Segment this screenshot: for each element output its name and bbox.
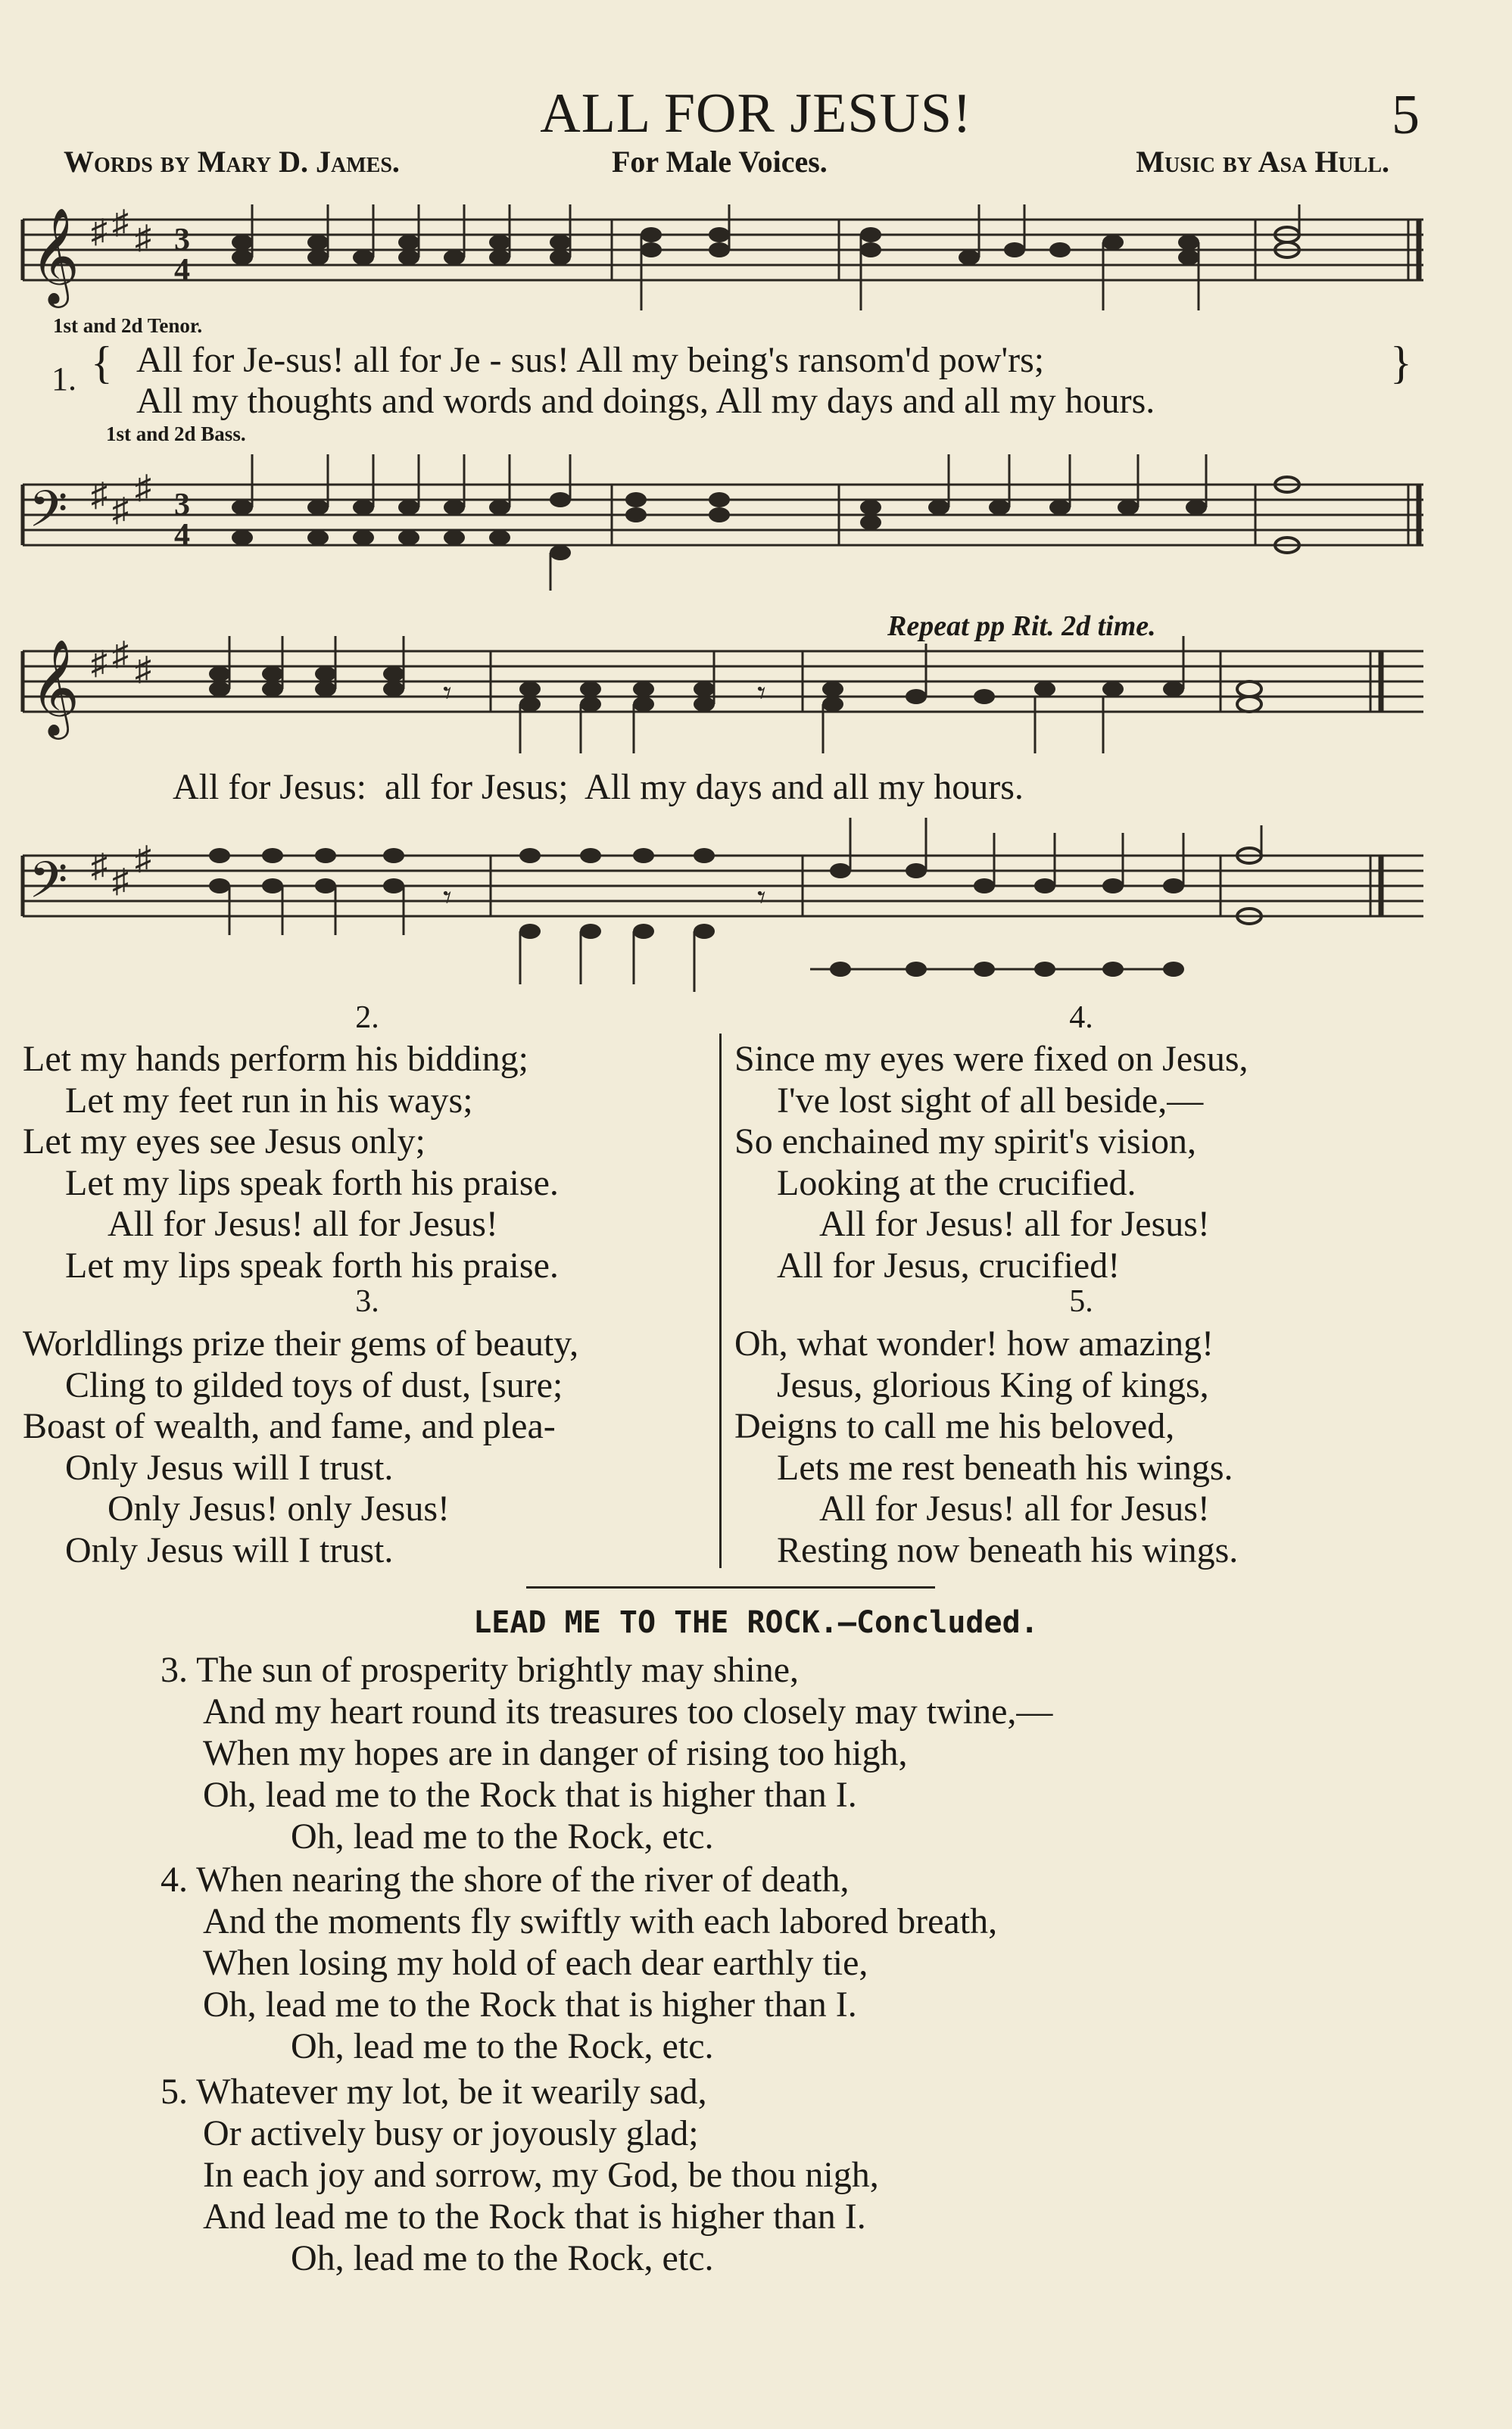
stanza-line: Only Jesus will I trust. [65, 1447, 394, 1488]
right-brace: } [1390, 338, 1412, 388]
stanza-line: Boast of wealth, and fame, and plea- [23, 1406, 556, 1446]
left-brace: { [91, 338, 113, 388]
stanza-line: Let my lips speak forth his praise. [65, 1245, 559, 1286]
stanza-5 [734, 1324, 1238, 1571]
lead-line: 4. When nearing the shore of the river of death, [161, 1860, 850, 1900]
stanza-line: Resting now beneath his wings. [777, 1529, 1239, 1570]
verse1-line1: All for Je-sus! all for Je - sus! All my being's ransom'd pow'rs; [136, 340, 1045, 380]
lead-me-heading: LEAD ME TO THE ROCK.—Concluded. [473, 1605, 1039, 1640]
svg-text:𝄢: 𝄢 [29, 854, 68, 921]
svg-text:♯: ♯ [112, 862, 129, 900]
stanza-4-number: 4. [1069, 1000, 1093, 1035]
svg-text:♯: ♯ [91, 847, 108, 884]
svg-text:𝄞: 𝄞 [30, 641, 80, 734]
lead-refrain: Oh, lead me to the Rock, etc. [291, 1816, 714, 1857]
stanza-line: All for Jesus! all for Jesus! [819, 1489, 1210, 1529]
lead-line: Oh, lead me to the Rock that is higher than I. [203, 1985, 857, 2025]
stanza-line: Lets me rest beneath his wings. [777, 1447, 1233, 1488]
svg-text:♯: ♯ [135, 840, 151, 877]
lead-line: When losing my hold of each dear earthly tie, [203, 1943, 868, 1983]
stanza-line: Jesus, glorious King of kings, [777, 1364, 1209, 1405]
stanza-3-number: 3. [355, 1284, 379, 1319]
stanza-5-number: 5. [1069, 1284, 1093, 1319]
page-number: 5 [1392, 84, 1420, 146]
lead-line: And my heart round its treasures too closely may twine,— [203, 1692, 1053, 1732]
svg-text:4: 4 [174, 253, 190, 288]
svg-text:𝄾: 𝄾 [443, 675, 452, 712]
stanza-line: Deigns to call me his beloved, [734, 1406, 1175, 1446]
words-credit: Words by Mary D. James. [64, 145, 400, 179]
stanza-line: All for Jesus, crucified! [777, 1245, 1121, 1286]
svg-text:𝄾: 𝄾 [757, 879, 766, 916]
verse-number: 1. [51, 360, 76, 398]
stanza-line: Let my lips speak forth his praise. [65, 1162, 559, 1203]
svg-text:♯: ♯ [91, 213, 108, 250]
lead-refrain: Oh, lead me to the Rock, etc. [291, 2238, 714, 2278]
tenor-staff-system-2 [0, 621, 1512, 772]
lead-line: 3. The sun of prosperity brightly may shine, [161, 1650, 799, 1690]
svg-text:♯: ♯ [135, 650, 151, 688]
lead-line: Or actively busy or joyously glad; [203, 2113, 699, 2153]
svg-text:3: 3 [174, 488, 190, 522]
stanza-line: Only Jesus will I trust. [65, 1529, 394, 1570]
page-title: ALL FOR JESUS! [540, 83, 972, 145]
lead-line: 5. Whatever my lot, be it wearily sad, [161, 2072, 707, 2112]
svg-text:♯: ♯ [112, 635, 129, 672]
svg-text:♯: ♯ [135, 469, 151, 506]
repeat-direction: Repeat pp Rit. 2d time. [887, 610, 1156, 642]
svg-text:𝄢: 𝄢 [29, 483, 68, 550]
stanza-line: Let my feet run in his ways; [65, 1080, 473, 1121]
tenor-staff-system-1 [0, 204, 1512, 318]
stanza-3 [23, 1324, 578, 1571]
lead-refrain: Oh, lead me to the Rock, etc. [291, 2026, 714, 2066]
svg-text:𝄞: 𝄞 [30, 207, 80, 304]
stanza-line: I've lost sight of all beside,— [777, 1080, 1204, 1121]
stanza-line: Let my hands perform his bidding; [23, 1039, 528, 1079]
stanza-line: All for Jesus! all for Jesus! [819, 1204, 1210, 1244]
svg-text:♯: ♯ [112, 204, 129, 241]
stanza-line: Looking at the crucified. [777, 1162, 1136, 1203]
stanza-2 [23, 1039, 559, 1286]
stanza-4 [734, 1039, 1249, 1286]
voices-note: For Male Voices. [612, 145, 828, 179]
svg-text:𝄾: 𝄾 [757, 675, 766, 712]
lead-line: And lead me to the Rock that is higher than I. [203, 2197, 866, 2237]
lead-line: In each joy and sorrow, my God, be thou nigh, [203, 2155, 879, 2195]
music-credit: Music by Asa Hull. [1136, 145, 1389, 179]
bass-label: 1st and 2d Bass. [106, 423, 246, 445]
svg-text:4: 4 [174, 518, 190, 553]
stanza-line: Worldlings prize their gems of beauty, [23, 1324, 579, 1364]
lead-line: And the moments fly swiftly with each labored breath, [203, 1901, 998, 1941]
stanza-line: Since my eyes were fixed on Jesus, [734, 1039, 1249, 1079]
stanza-line: Oh, what wonder! how amazing! [734, 1324, 1214, 1364]
stanza-2-number: 2. [355, 1000, 379, 1035]
bass-staff-system-2 [0, 810, 1512, 1007]
refrain-lyric: All for Jesus: all for Jesus; All my days and all my hours. [173, 767, 1024, 807]
lead-verse-3 [161, 1649, 1052, 1857]
svg-text:♯: ♯ [91, 476, 108, 513]
lead-line: Oh, lead me to the Rock that is higher than I. [203, 1775, 857, 1815]
svg-text:♯: ♯ [135, 219, 151, 256]
lead-line: When my hopes are in danger of rising too high, [203, 1733, 908, 1773]
stanza-line: All for Jesus! all for Jesus! [108, 1204, 498, 1244]
tenor-label: 1st and 2d Tenor. [53, 314, 203, 337]
stanza-line: Cling to gilded toys of dust, [sure; [65, 1364, 563, 1405]
tenor-notes-1 [232, 227, 1299, 265]
column-divider [719, 1034, 722, 1568]
svg-text:3: 3 [174, 223, 190, 257]
lead-verse-4 [161, 1859, 997, 2067]
svg-text:♯: ♯ [91, 644, 108, 681]
stanza-line: Only Jesus! only Jesus! [108, 1489, 450, 1529]
stanza-line: So enchained my spirit's vision, [734, 1121, 1196, 1161]
verse1-line2: All my thoughts and words and doings, All my days and all my hours. [136, 381, 1155, 421]
lead-verse-5 [161, 2071, 879, 2279]
svg-text:♯: ♯ [112, 491, 129, 529]
stanza-line: Let my eyes see Jesus only; [23, 1121, 426, 1161]
svg-text:𝄾: 𝄾 [443, 879, 452, 916]
bass-staff-system-1 [0, 454, 1512, 591]
section-rule [526, 1586, 935, 1589]
